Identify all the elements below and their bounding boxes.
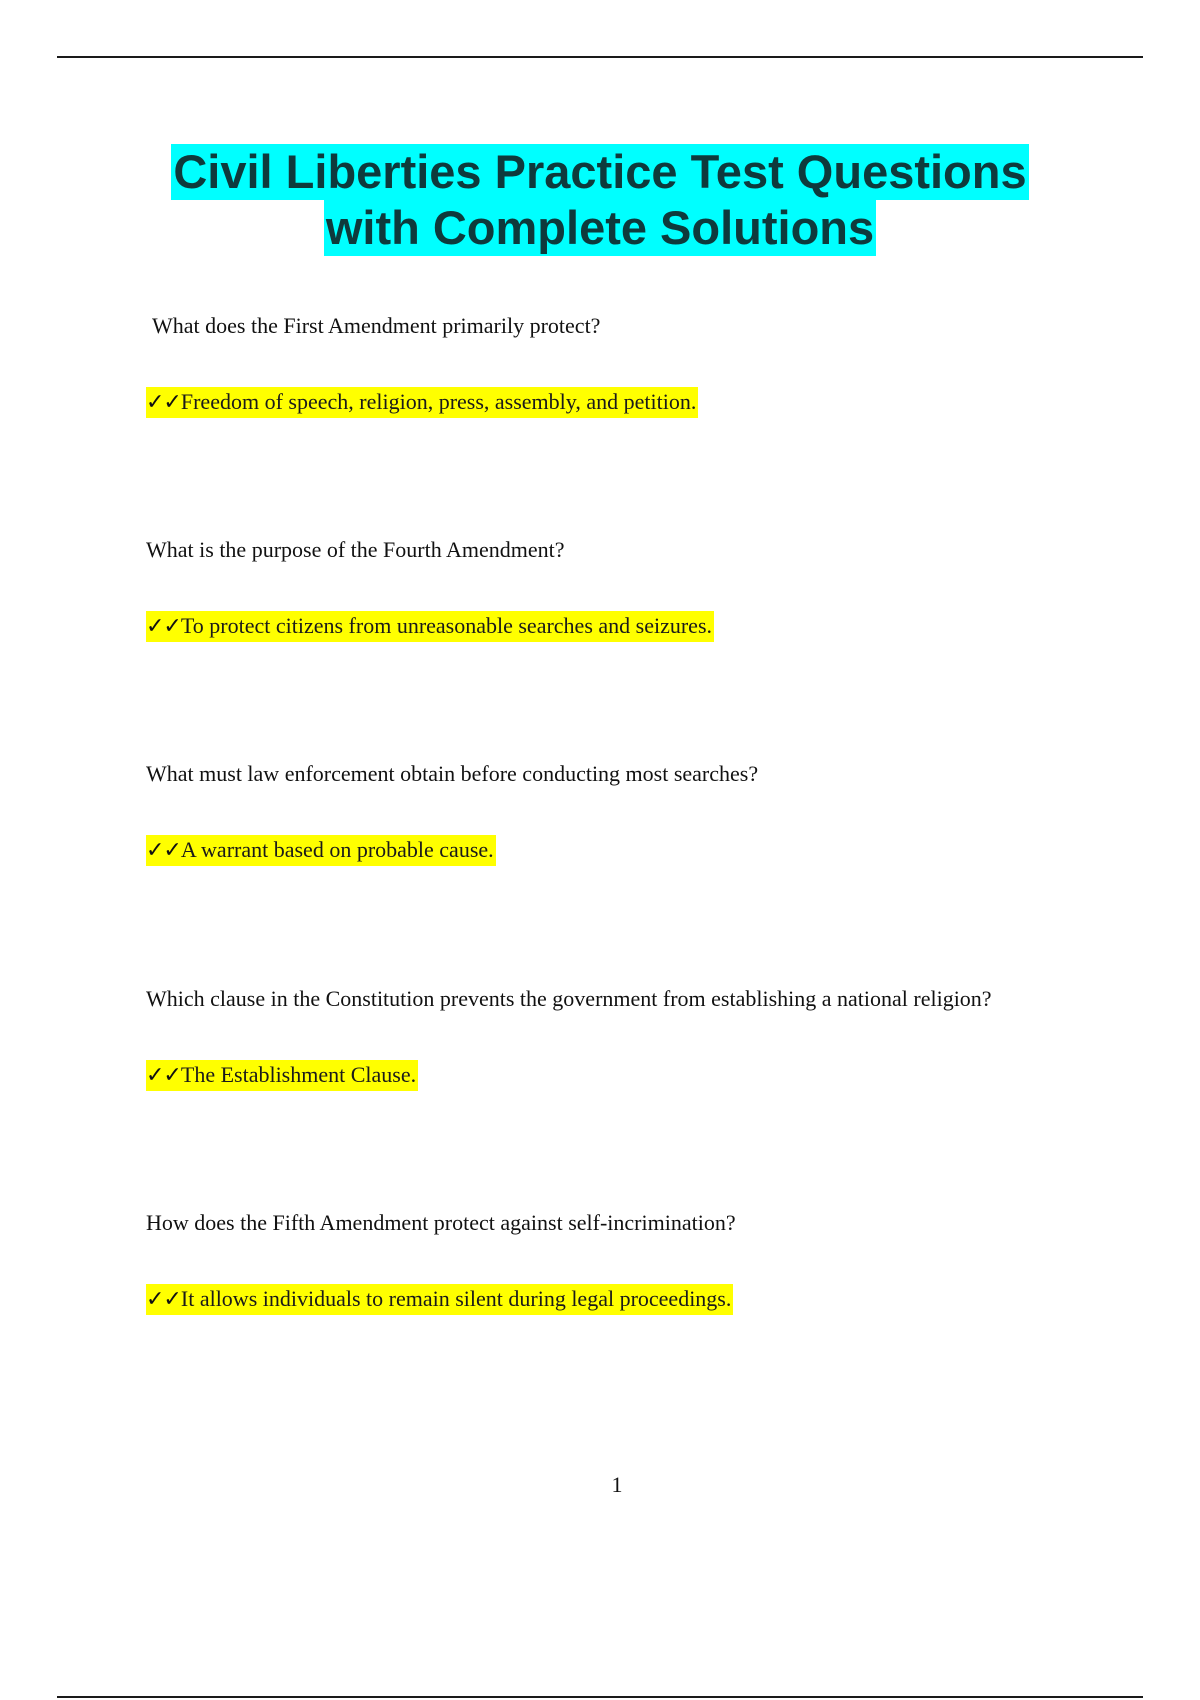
- document-title: [0, 144, 1200, 256]
- answer-highlight: [146, 611, 714, 642]
- answer-highlight: [146, 387, 698, 418]
- qa-item: [146, 759, 1146, 863]
- qa-item: [146, 984, 1146, 1088]
- bottom-rule: [57, 1696, 1143, 1698]
- answer-text: A warrant based on probable cause.: [180, 837, 494, 862]
- question-text: What is the purpose of the Fourth Amendment?: [146, 537, 565, 562]
- title-line-1: Civil Liberties Practice Test Questions: [173, 145, 1027, 198]
- answer-text: Freedom of speech, religion, press, assembly, and petition.: [180, 389, 697, 414]
- page-number: 1: [611, 1472, 623, 1497]
- answer-highlight: [146, 835, 496, 866]
- double-check-icon: ✓✓: [146, 1287, 181, 1312]
- double-check-icon: ✓✓: [146, 614, 181, 639]
- answer-text: To protect citizens from unreasonable searches and seizures.: [180, 613, 713, 638]
- question-text: What must law enforcement obtain before conducting most searches?: [146, 761, 759, 786]
- double-check-icon: ✓✓: [146, 1063, 181, 1088]
- answer-text: The Establishment Clause.: [180, 1062, 417, 1087]
- qa-item: [146, 1208, 1146, 1312]
- qa-item: [146, 311, 1146, 415]
- qa-item: [146, 535, 1146, 639]
- question-text: How does the Fifth Amendment protect against self-incrimination?: [146, 1210, 736, 1235]
- answer-highlight: [146, 1284, 733, 1315]
- double-check-icon: ✓✓: [146, 838, 181, 863]
- top-rule: [57, 56, 1143, 58]
- title-line-2: with Complete Solutions: [325, 201, 875, 254]
- answer-highlight: [146, 1060, 418, 1091]
- question-text: Which clause in the Constitution prevents the government from establishing a national religion?: [146, 986, 992, 1011]
- answer-text: It allows individuals to remain silent during legal proceedings.: [180, 1286, 732, 1311]
- question-text: What does the First Amendment primarily protect?: [152, 313, 601, 338]
- double-check-icon: ✓✓: [146, 390, 181, 415]
